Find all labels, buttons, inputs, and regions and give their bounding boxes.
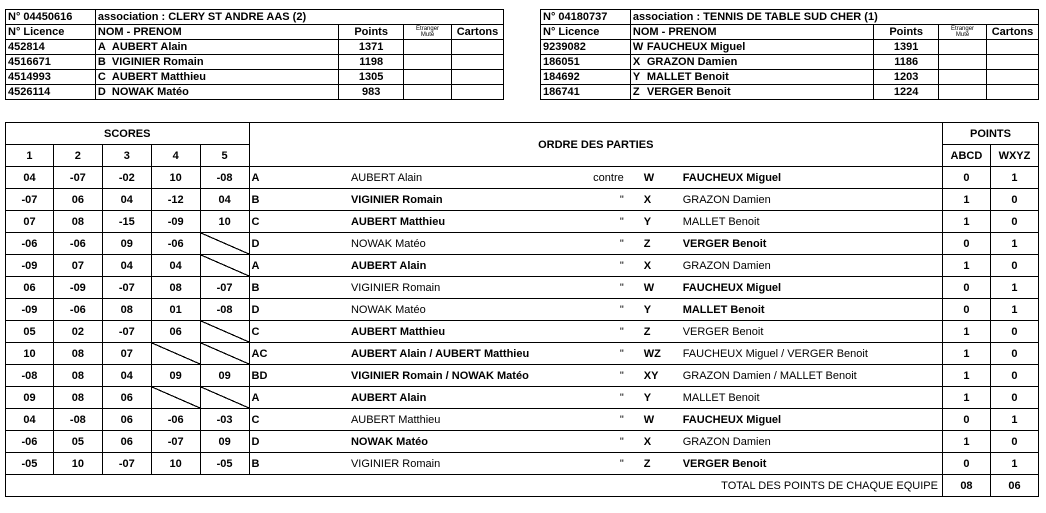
player-points: 1198: [339, 55, 404, 70]
versus-label: ": [571, 431, 626, 453]
points-wxyz: 0: [990, 431, 1038, 453]
match-row: [6, 321, 1039, 343]
versus-label: ": [571, 343, 626, 365]
home-player: NOWAK Matéo: [301, 233, 571, 255]
set-4-score: 04: [151, 255, 200, 277]
match-row: [6, 299, 1039, 321]
set-3-score: 06: [102, 387, 151, 409]
home-player: AUBERT Matthieu: [301, 321, 571, 343]
set-5-header: 5: [200, 145, 249, 167]
set-5-score: -08: [200, 167, 249, 189]
player-name-cell: [630, 40, 873, 55]
player-name-cell: [95, 55, 338, 70]
home-letter: A: [249, 387, 301, 409]
etranger-mute-cell: [939, 40, 987, 55]
set-2-score: 08: [53, 387, 102, 409]
cartons-cell: [986, 85, 1038, 100]
wxyz-header: WXYZ: [990, 145, 1038, 167]
away-player: VERGER Benoit: [681, 321, 943, 343]
home-player: AUBERT Alain: [301, 255, 571, 277]
away-letter: XY: [626, 365, 681, 387]
etranger-mute-header: Etranger Muté: [404, 25, 452, 40]
cartons-header: Cartons: [986, 25, 1038, 40]
set-2-score: 08: [53, 365, 102, 387]
total-wxyz: 06: [990, 475, 1038, 497]
match-row: [6, 453, 1039, 475]
player-licence: 186051: [541, 55, 631, 70]
home-player: AUBERT Alain: [301, 167, 571, 189]
set-1-header: 1: [6, 145, 54, 167]
player-points: 1224: [874, 85, 939, 100]
away-letter: X: [626, 431, 681, 453]
player-name: AUBERT Matthieu: [111, 71, 206, 83]
away-letter: W: [626, 167, 681, 189]
set-3-score: 06: [102, 409, 151, 431]
player-letter: Z: [632, 86, 640, 98]
set-5-score: 10: [200, 211, 249, 233]
player-licence: 4516671: [6, 55, 96, 70]
set-3-score: 04: [102, 365, 151, 387]
etranger-mute-cell: [939, 70, 987, 85]
set-1-score: 07: [6, 211, 54, 233]
player-licence: 452814: [6, 40, 96, 55]
player-row: [6, 85, 504, 100]
set-3-score: -07: [102, 453, 151, 475]
player-name: FAUCHEUX Miguel: [646, 41, 746, 53]
name-header: NOM - PRENOM: [630, 25, 873, 40]
set-3-score: -02: [102, 167, 151, 189]
away-letter: W: [626, 277, 681, 299]
points-abcd: 1: [942, 343, 990, 365]
set-1-score: 06: [6, 277, 54, 299]
player-licence: 184692: [541, 70, 631, 85]
cartons-cell: [451, 85, 503, 100]
set-2-score: -06: [53, 233, 102, 255]
away-letter: X: [626, 189, 681, 211]
points-wxyz: 0: [990, 387, 1038, 409]
away-letter: Z: [626, 233, 681, 255]
away-letter: Y: [626, 387, 681, 409]
points-abcd: 1: [942, 189, 990, 211]
away-player: FAUCHEUX Miguel / VERGER Benoit: [681, 343, 943, 365]
home-player: NOWAK Matéo: [301, 299, 571, 321]
player-letter: X: [632, 56, 641, 68]
etranger-mute-cell: [404, 70, 452, 85]
points-abcd: 1: [942, 365, 990, 387]
set-4-score: -06: [151, 409, 200, 431]
points-wxyz: 0: [990, 343, 1038, 365]
set-1-score: 09: [6, 387, 54, 409]
points-abcd: 0: [942, 167, 990, 189]
player-licence: 4526114: [6, 85, 96, 100]
player-points: 1186: [874, 55, 939, 70]
set-2-score: -06: [53, 299, 102, 321]
set-4-score: 10: [151, 167, 200, 189]
set-3-header: 3: [102, 145, 151, 167]
cartons-cell: [451, 70, 503, 85]
home-letter: D: [249, 431, 301, 453]
player-letter: A: [97, 41, 106, 53]
player-name: NOWAK Matéo: [111, 86, 189, 98]
points-abcd: 0: [942, 453, 990, 475]
set-5-score: 09: [200, 431, 249, 453]
player-name: MALLET Benoit: [646, 71, 729, 83]
cartons-cell: [986, 40, 1038, 55]
player-points: 1371: [339, 40, 404, 55]
player-row: [6, 40, 504, 55]
points-wxyz: 1: [990, 233, 1038, 255]
points-wxyz: 1: [990, 277, 1038, 299]
set-4-header: 4: [151, 145, 200, 167]
set-1-score: -06: [6, 431, 54, 453]
set-5-score: -03: [200, 409, 249, 431]
home-player: AUBERT Alain: [301, 387, 571, 409]
player-row: [6, 70, 504, 85]
team-b-number: N° 04180737: [541, 10, 631, 25]
home-player: AUBERT Alain / AUBERT Matthieu: [301, 343, 571, 365]
away-letter: Z: [626, 453, 681, 475]
matches-table: [5, 122, 1039, 497]
points-abcd: 1: [942, 431, 990, 453]
match-row: [6, 387, 1039, 409]
set-2-score: 02: [53, 321, 102, 343]
versus-label: ": [571, 233, 626, 255]
points-wxyz: 0: [990, 211, 1038, 233]
name-header: NOM - PRENOM: [95, 25, 338, 40]
home-letter: C: [249, 321, 301, 343]
match-row: [6, 365, 1039, 387]
set-2-score: 08: [53, 211, 102, 233]
points-wxyz: 0: [990, 189, 1038, 211]
versus-label: ": [571, 211, 626, 233]
home-letter: C: [249, 211, 301, 233]
away-letter: WZ: [626, 343, 681, 365]
home-player: NOWAK Matéo: [301, 431, 571, 453]
set-3-score: -07: [102, 321, 151, 343]
points-abcd: 1: [942, 321, 990, 343]
set-4-score: -09: [151, 211, 200, 233]
match-row: [6, 277, 1039, 299]
team-a-table: [5, 9, 504, 100]
home-letter: D: [249, 233, 301, 255]
total-abcd: 08: [942, 475, 990, 497]
cartons-cell: [451, 40, 503, 55]
ordre-des-parties-header: ORDRE DES PARTIES: [249, 123, 942, 167]
player-letter: B: [97, 56, 106, 68]
player-points: 983: [339, 85, 404, 100]
versus-label: contre: [571, 167, 626, 189]
points-column-header: POINTS: [942, 123, 1038, 145]
team-a-association: association : CLERY ST ANDRE AAS (2): [95, 10, 503, 25]
team-a-number: N° 04450616: [6, 10, 96, 25]
licence-header: N° Licence: [541, 25, 631, 40]
etranger-mute-header: Etranger Muté: [939, 25, 987, 40]
player-name-cell: [95, 70, 338, 85]
points-wxyz: 1: [990, 453, 1038, 475]
set-3-score: 04: [102, 189, 151, 211]
player-points: 1391: [874, 40, 939, 55]
points-abcd: 0: [942, 299, 990, 321]
player-licence: 186741: [541, 85, 631, 100]
total-label: TOTAL DES POINTS DE CHAQUE EQUIPE: [6, 475, 943, 497]
points-header: Points: [874, 25, 939, 40]
set-3-score: -15: [102, 211, 151, 233]
home-letter: A: [249, 255, 301, 277]
away-player: GRAZON Damien: [681, 189, 943, 211]
cartons-cell: [986, 55, 1038, 70]
match-row: [6, 211, 1039, 233]
away-player: MALLET Benoit: [681, 211, 943, 233]
set-1-score: -05: [6, 453, 54, 475]
home-player: VIGINIER Romain: [301, 453, 571, 475]
match-row: [6, 189, 1039, 211]
points-wxyz: 1: [990, 167, 1038, 189]
match-row: [6, 255, 1039, 277]
set-4-score: 06: [151, 321, 200, 343]
set-5-score: [200, 343, 249, 365]
points-abcd: 1: [942, 387, 990, 409]
player-name-cell: [630, 70, 873, 85]
away-player: VERGER Benoit: [681, 453, 943, 475]
scores-header: SCORES: [6, 123, 250, 145]
away-player: GRAZON Damien: [681, 431, 943, 453]
home-letter: B: [249, 453, 301, 475]
set-1-score: -09: [6, 255, 54, 277]
home-letter: B: [249, 189, 301, 211]
away-player: MALLET Benoit: [681, 299, 943, 321]
set-5-score: 04: [200, 189, 249, 211]
set-5-score: -05: [200, 453, 249, 475]
player-name: VERGER Benoit: [646, 86, 731, 98]
versus-label: ": [571, 365, 626, 387]
set-2-score: 07: [53, 255, 102, 277]
player-row: [541, 85, 1039, 100]
set-5-score: [200, 255, 249, 277]
set-4-score: 10: [151, 453, 200, 475]
player-row: [6, 55, 504, 70]
match-row: [6, 409, 1039, 431]
set-3-score: 06: [102, 431, 151, 453]
player-name: GRAZON Damien: [646, 56, 738, 68]
home-letter: D: [249, 299, 301, 321]
player-licence: 4514993: [6, 70, 96, 85]
points-abcd: 0: [942, 277, 990, 299]
set-5-score: 09: [200, 365, 249, 387]
versus-label: ": [571, 189, 626, 211]
player-row: [541, 70, 1039, 85]
points-wxyz: 1: [990, 409, 1038, 431]
away-letter: W: [626, 409, 681, 431]
away-letter: Z: [626, 321, 681, 343]
set-4-score: 01: [151, 299, 200, 321]
set-4-score: [151, 343, 200, 365]
away-player: VERGER Benoit: [681, 233, 943, 255]
home-letter: B: [249, 277, 301, 299]
cartons-cell: [986, 70, 1038, 85]
set-5-score: [200, 321, 249, 343]
points-wxyz: 0: [990, 365, 1038, 387]
match-row: [6, 233, 1039, 255]
points-wxyz: 1: [990, 299, 1038, 321]
player-name: VIGINIER Romain: [111, 56, 204, 68]
home-letter: AC: [249, 343, 301, 365]
set-1-score: -09: [6, 299, 54, 321]
set-5-score: -07: [200, 277, 249, 299]
points-wxyz: 0: [990, 321, 1038, 343]
set-1-score: -08: [6, 365, 54, 387]
set-1-score: -06: [6, 233, 54, 255]
set-3-score: -07: [102, 277, 151, 299]
set-2-score: -09: [53, 277, 102, 299]
set-3-score: 09: [102, 233, 151, 255]
player-letter: W: [632, 41, 644, 53]
set-1-score: 05: [6, 321, 54, 343]
set-3-score: 08: [102, 299, 151, 321]
home-letter: A: [249, 167, 301, 189]
player-name-cell: [95, 40, 338, 55]
points-abcd: 0: [942, 233, 990, 255]
away-player: FAUCHEUX Miguel: [681, 277, 943, 299]
etranger-mute-cell: [404, 85, 452, 100]
set-2-score: 06: [53, 189, 102, 211]
set-1-score: 04: [6, 167, 54, 189]
points-abcd: 0: [942, 409, 990, 431]
points-wxyz: 0: [990, 255, 1038, 277]
player-row: [541, 40, 1039, 55]
points-abcd: 1: [942, 211, 990, 233]
home-player: AUBERT Matthieu: [301, 211, 571, 233]
set-3-score: 07: [102, 343, 151, 365]
home-player: VIGINIER Romain: [301, 189, 571, 211]
set-4-score: -06: [151, 233, 200, 255]
away-letter: Y: [626, 299, 681, 321]
player-name: AUBERT Alain: [111, 41, 188, 53]
etranger-mute-cell: [404, 40, 452, 55]
away-player: FAUCHEUX Miguel: [681, 167, 943, 189]
set-2-score: 05: [53, 431, 102, 453]
set-4-score: -12: [151, 189, 200, 211]
player-name-cell: [95, 85, 338, 100]
away-letter: Y: [626, 211, 681, 233]
away-letter: X: [626, 255, 681, 277]
team-b-association: association : TENNIS DE TABLE SUD CHER (1): [630, 10, 1038, 25]
set-5-score: [200, 387, 249, 409]
versus-label: ": [571, 299, 626, 321]
player-name-cell: [630, 55, 873, 70]
set-1-score: 04: [6, 409, 54, 431]
player-letter: Y: [632, 71, 641, 83]
set-4-score: -07: [151, 431, 200, 453]
versus-label: ": [571, 277, 626, 299]
set-4-score: [151, 387, 200, 409]
set-3-score: 04: [102, 255, 151, 277]
away-player: GRAZON Damien / MALLET Benoit: [681, 365, 943, 387]
etranger-mute-cell: [404, 55, 452, 70]
player-row: [541, 55, 1039, 70]
match-row: [6, 431, 1039, 453]
versus-label: ": [571, 255, 626, 277]
player-letter: C: [97, 71, 106, 83]
team-b-table: [540, 9, 1039, 100]
player-points: 1203: [874, 70, 939, 85]
player-points: 1305: [339, 70, 404, 85]
away-player: FAUCHEUX Miguel: [681, 409, 943, 431]
player-letter: D: [97, 86, 106, 98]
set-2-header: 2: [53, 145, 102, 167]
player-name-cell: [630, 85, 873, 100]
set-4-score: 09: [151, 365, 200, 387]
player-licence: 9239082: [541, 40, 631, 55]
away-player: GRAZON Damien: [681, 255, 943, 277]
cartons-header: Cartons: [451, 25, 503, 40]
set-2-score: -07: [53, 167, 102, 189]
set-2-score: -08: [53, 409, 102, 431]
versus-label: ": [571, 409, 626, 431]
home-player: VIGINIER Romain / NOWAK Matéo: [301, 365, 571, 387]
set-5-score: -08: [200, 299, 249, 321]
set-2-score: 10: [53, 453, 102, 475]
points-header: Points: [339, 25, 404, 40]
points-abcd: 1: [942, 255, 990, 277]
match-row: [6, 343, 1039, 365]
cartons-cell: [451, 55, 503, 70]
home-player: VIGINIER Romain: [301, 277, 571, 299]
versus-label: ": [571, 387, 626, 409]
versus-label: ": [571, 453, 626, 475]
set-4-score: 08: [151, 277, 200, 299]
home-letter: C: [249, 409, 301, 431]
etranger-mute-cell: [939, 55, 987, 70]
versus-label: ": [571, 321, 626, 343]
home-player: AUBERT Matthieu: [301, 409, 571, 431]
set-1-score: 10: [6, 343, 54, 365]
away-player: MALLET Benoit: [681, 387, 943, 409]
abcd-header: ABCD: [942, 145, 990, 167]
licence-header: N° Licence: [6, 25, 96, 40]
set-1-score: -07: [6, 189, 54, 211]
etranger-mute-cell: [939, 85, 987, 100]
set-5-score: [200, 233, 249, 255]
set-2-score: 08: [53, 343, 102, 365]
match-row: [6, 167, 1039, 189]
home-letter: BD: [249, 365, 301, 387]
